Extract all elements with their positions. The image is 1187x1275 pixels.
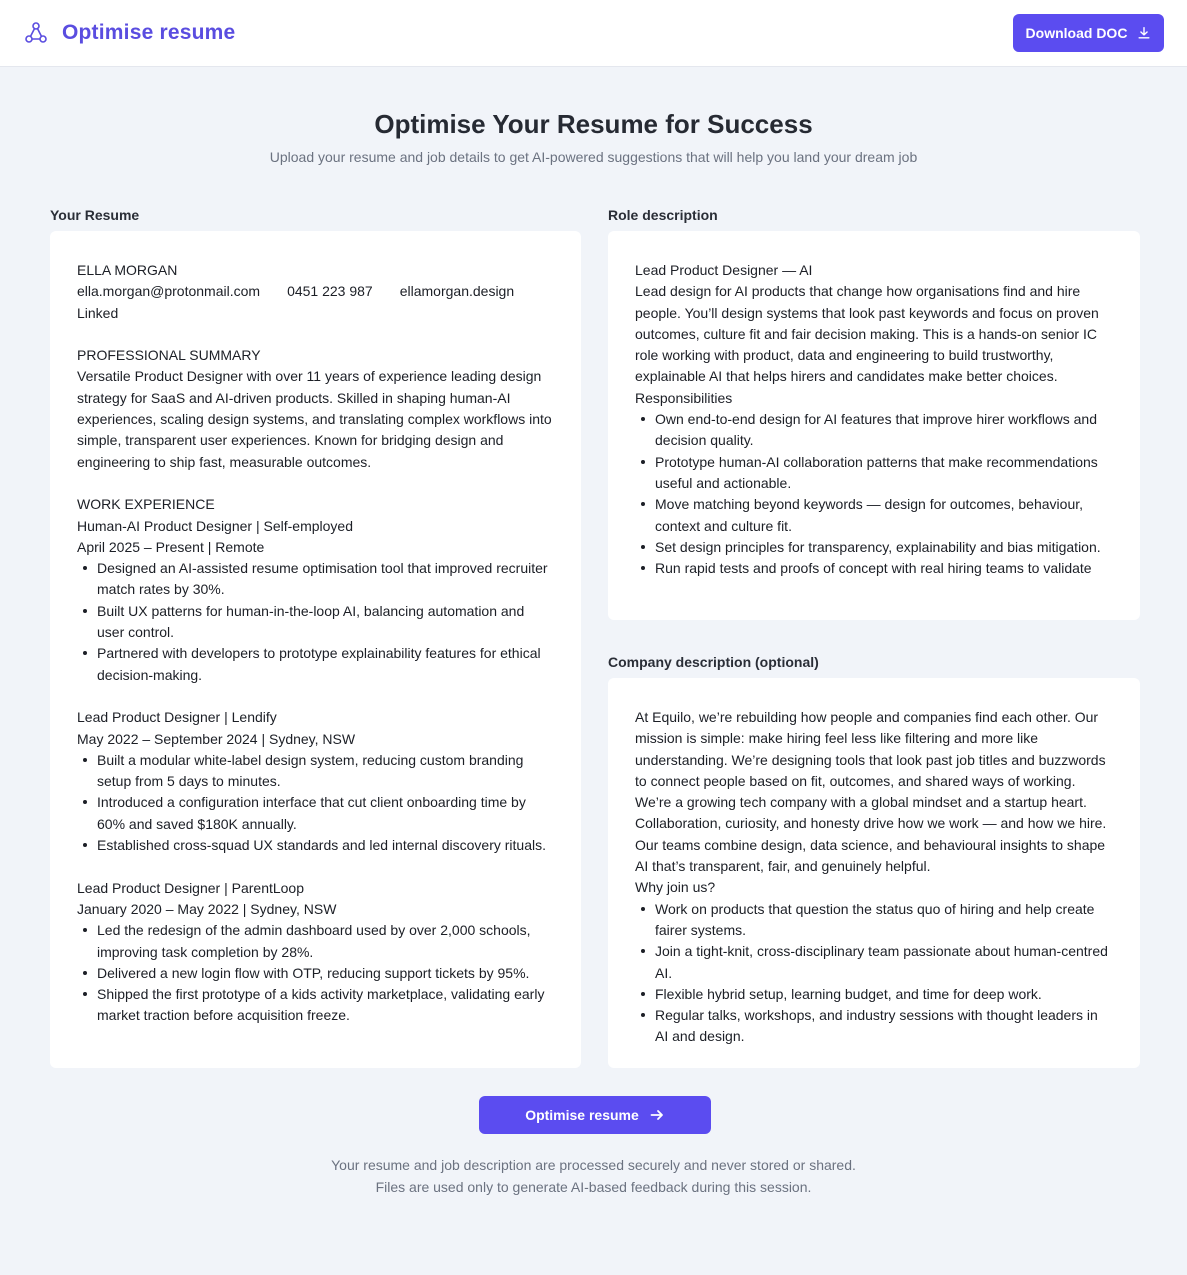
- hero: [0, 67, 1187, 165]
- job-dates: January 2020 – May 2022 | Sydney, NSW: [77, 900, 337, 917]
- list-item: Work on products that question the status quo of hiring and help create fairer systems.: [655, 899, 1114, 942]
- list-item: Own end-to-end design for AI features that improve hirer workflows and decision quality.: [655, 409, 1114, 452]
- download-icon: [1137, 26, 1151, 40]
- list-item: Prototype human-AI collaboration patterns that make recommendations useful and actionable.: [655, 452, 1114, 495]
- job-bullets: [77, 920, 555, 1026]
- optimise-resume-button[interactable]: [479, 1096, 711, 1134]
- page-subtitle: Upload your resume and job details to get AI-powered suggestions that will help you land your dream job: [269, 149, 918, 165]
- role-title: Lead Product Designer — AI: [635, 262, 813, 278]
- company-paragraph: At Equilo, we’re rebuilding how people and companies find each other. Our mission is simple: make hiring feel less like filtering and more like understanding. We’re designing tools that look past job titles and buzzwords to connect people based on fit, outcomes, and shared ways of working.: [635, 709, 1110, 789]
- list-item: Join a tight-knit, cross-disciplinary team passionate about human-centred AI.: [655, 941, 1114, 984]
- list-item: Flexible hybrid setup, learning budget, and time for deep work.: [655, 984, 1114, 1005]
- page-title: Optimise Your Resume for Success: [374, 109, 813, 139]
- job-title: Lead Product Designer | Lendify: [77, 709, 277, 726]
- job-bullets: [77, 558, 555, 686]
- network-nodes-icon: [24, 21, 48, 45]
- download-doc-button[interactable]: [1013, 14, 1164, 52]
- list-item: Established cross-squad UX standards and led internal discovery rituals.: [97, 835, 555, 856]
- summary-heading: PROFESSIONAL SUMMARY: [77, 347, 261, 364]
- job-dates: May 2022 – September 2024 | Sydney, NSW: [77, 730, 356, 747]
- resume-editor[interactable]: [50, 231, 581, 1068]
- why-join-heading: Why join us?: [635, 879, 716, 896]
- list-item: Designed an AI-assisted resume optimisation tool that improved recruiter match rates by 30%.: [97, 558, 555, 601]
- resume-phone: 0451 223 987: [287, 283, 373, 300]
- privacy-note-line: Files are used only to generate AI-based feedback during this session.: [375, 1178, 812, 1195]
- arrow-right-icon: [649, 1107, 665, 1123]
- optimise-resume-label: Optimise resume: [525, 1107, 639, 1123]
- list-item: Built UX patterns for human-in-the-loop AI, balancing automation and user control.: [97, 601, 555, 644]
- download-doc-label: Download DOC: [1025, 25, 1128, 41]
- list-item: Set design principles for transparency, explainability and bias mitigation.: [655, 537, 1114, 558]
- job-title: Human-AI Product Designer | Self-employed: [77, 517, 353, 534]
- list-item: Shipped the first prototype of a kids activity marketplace, validating early market traction before acquisition freeze.: [97, 984, 555, 1027]
- list-item: Built a modular white-label design system, reducing custom branding setup from 5 days to minutes.: [97, 750, 555, 793]
- editor-columns: [50, 206, 1140, 1068]
- experience-heading: WORK EXPERIENCE: [77, 496, 215, 513]
- role-description-editor[interactable]: [608, 231, 1140, 620]
- summary-text: Versatile Product Designer with over 11 years of experience leading design strategy for SaaS and AI-driven products. Skilled in shaping human-AI experiences, scaling design systems, and translating complex workflows into simple, transparent user experiences. Known for bridging design and engineering to ship fast, measurable outcomes.: [77, 368, 556, 470]
- top-bar: [0, 0, 1187, 67]
- job-entry: [77, 516, 555, 686]
- list-item: Move matching beyond keywords — design for outcomes, behaviour, context and culture fit.: [655, 494, 1114, 537]
- list-item: Delivered a new login flow with OTP, reducing support tickets by 95%.: [97, 963, 555, 984]
- app-title: Optimise resume: [62, 21, 236, 44]
- role-label: Role description: [608, 207, 718, 223]
- company-description-editor[interactable]: [608, 678, 1140, 1068]
- list-item: Partnered with developers to prototype explainability features for ethical decision-making.: [97, 643, 555, 686]
- job-dates: April 2025 – Present | Remote: [77, 538, 265, 555]
- privacy-note-line: Your resume and job description are processed securely and never stored or shared.: [331, 1157, 856, 1173]
- list-item: Led the redesign of the admin dashboard used by over 2,000 schools, improving task completion by 28%.: [97, 920, 555, 963]
- responsibilities-heading: Responsibilities: [635, 389, 733, 406]
- privacy-note: [0, 1155, 1187, 1198]
- brand: [24, 21, 235, 45]
- list-item: Run rapid tests and proofs of concept with real hiring teams to validate: [655, 558, 1114, 579]
- role-intro: Lead design for AI products that change how organisations find and hire people. You’ll design systems that look past keywords and focus on proven outcomes, culture fit and fair decision making. This is a hands-on senior IC role working with product, data and engineering to build trustworthy, explainable AI that helps hirers and candidates make better choices.: [635, 283, 1103, 385]
- job-title: Lead Product Designer | ParentLoop: [77, 879, 305, 896]
- responsibilities-list: [635, 409, 1114, 579]
- company-paragraph: We’re a growing tech company with a global mindset and a startup heart. Collaboration, curiosity, and honesty drive how we work — and how we hire. Our teams combine design, data science, and behavioural insights to shape AI that’s transparent, fair, and genuinely helpful.: [635, 794, 1111, 875]
- resume-website: ellamorgan.design: [399, 283, 515, 300]
- company-label: Company description (optional): [608, 654, 819, 670]
- resume-email: ella.morgan@protonmail.com: [77, 283, 261, 300]
- list-item: Regular talks, workshops, and industry sessions with thought leaders in AI and design.: [655, 1005, 1114, 1048]
- job-bullets: [77, 750, 555, 856]
- list-item: Introduced a configuration interface that cut client onboarding time by 60% and saved $180K annually.: [97, 792, 555, 835]
- job-entry: [77, 878, 555, 1027]
- resume-contact: [77, 281, 555, 302]
- why-join-list: [635, 899, 1114, 1048]
- resume-label: Your Resume: [50, 207, 140, 223]
- resume-name: ELLA MORGAN: [77, 262, 178, 278]
- job-entry: [77, 707, 555, 856]
- resume-linked: Linked: [77, 304, 119, 321]
